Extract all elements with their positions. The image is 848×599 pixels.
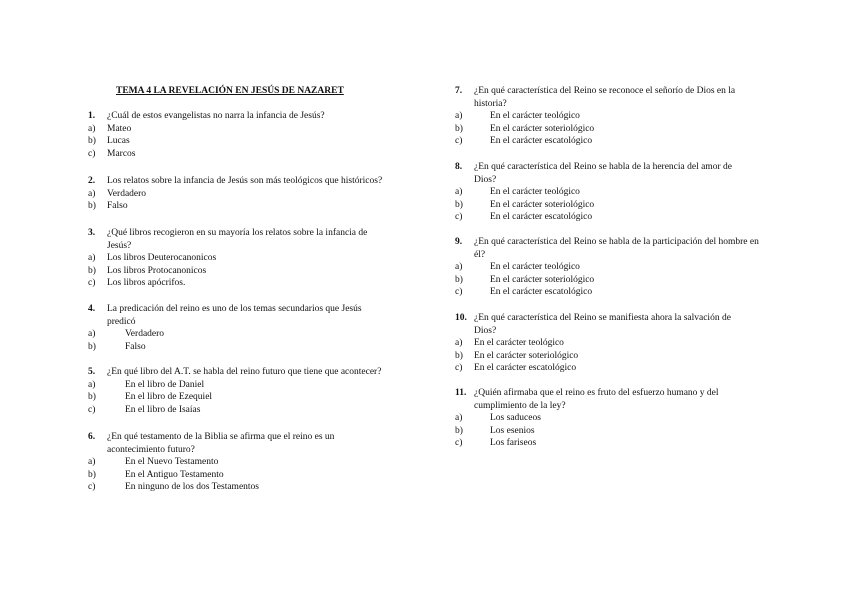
answer-option[interactable] bbox=[455, 437, 745, 450]
option-text: Verdadero bbox=[125, 329, 165, 340]
question-number-text: 2. bbox=[88, 176, 96, 186]
option-text: Los fariseos bbox=[490, 438, 537, 449]
answer-option[interactable] bbox=[88, 328, 373, 341]
answer-option[interactable] bbox=[455, 110, 755, 123]
question-number-text: 7. bbox=[455, 86, 463, 96]
question-stem bbox=[455, 161, 755, 186]
question-number-text: 9. bbox=[455, 237, 463, 247]
option-text: En el libro de Daniel bbox=[125, 379, 205, 390]
question-9 bbox=[455, 236, 765, 299]
question-text: ¿Quién afirmaba que el reino es fruto del esfuerzo humano y del cumplimiento de la ley? bbox=[474, 388, 719, 411]
option-text: En el Nuevo Testamento bbox=[125, 457, 219, 468]
option-letter: c) bbox=[455, 136, 463, 147]
option-text: En el carácter soteriológico bbox=[474, 350, 579, 361]
answer-option[interactable] bbox=[88, 265, 373, 278]
question-number-text: 10. bbox=[455, 313, 467, 323]
question-stem bbox=[455, 312, 755, 337]
question-number-text: 8. bbox=[455, 162, 463, 172]
option-letter: c) bbox=[88, 148, 96, 159]
answer-option[interactable] bbox=[88, 277, 373, 290]
option-text: Los esenios bbox=[490, 425, 535, 436]
option-letter: a) bbox=[455, 413, 463, 424]
answer-option[interactable] bbox=[88, 481, 353, 494]
option-letter: a) bbox=[455, 111, 463, 122]
question-text: ¿En qué testamento de la Biblia se afirma que el reino es un acontecimiento futuro? bbox=[107, 432, 335, 455]
answer-option[interactable] bbox=[88, 456, 353, 469]
option-letter: b) bbox=[455, 425, 463, 436]
option-letter: b) bbox=[88, 201, 96, 212]
option-letter: c) bbox=[455, 212, 463, 223]
option-text: En el carácter soteriológico bbox=[490, 199, 595, 210]
answer-option[interactable] bbox=[88, 200, 398, 213]
option-text: Falso bbox=[107, 201, 128, 212]
question-number bbox=[455, 85, 474, 110]
question-stem bbox=[88, 227, 373, 252]
option-letter: a) bbox=[455, 338, 463, 349]
question-1 bbox=[88, 110, 378, 160]
option-text: Los saduceos bbox=[490, 413, 541, 424]
option-letter: b) bbox=[455, 274, 463, 285]
option-letter: c) bbox=[455, 287, 463, 298]
question-text: ¿En qué característica del Reino se habla de la herencia del amor de Dios? bbox=[474, 162, 732, 185]
option-text: Lucas bbox=[107, 136, 130, 147]
option-text: Marcos bbox=[107, 148, 136, 159]
answer-option[interactable] bbox=[455, 412, 745, 425]
question-number bbox=[455, 161, 474, 186]
option-letter: a) bbox=[88, 253, 96, 264]
answer-option[interactable] bbox=[88, 404, 398, 417]
question-stem bbox=[455, 85, 755, 110]
option-letter: a) bbox=[88, 457, 96, 468]
option-text: En el carácter escatológico bbox=[490, 136, 593, 147]
option-text: En el libro de Isaías bbox=[125, 404, 201, 415]
option-letter: a) bbox=[455, 262, 463, 273]
question-stem bbox=[88, 431, 353, 456]
question-number bbox=[455, 387, 474, 412]
option-text: En el Antiguo Testamento bbox=[125, 469, 224, 480]
question-number-text: 6. bbox=[88, 432, 96, 442]
question-number-text: 5. bbox=[88, 367, 96, 377]
answer-option[interactable] bbox=[455, 186, 755, 199]
option-letter: b) bbox=[88, 265, 96, 276]
question-number-text: 1. bbox=[88, 111, 96, 121]
answer-option[interactable] bbox=[455, 261, 765, 274]
question-number-text: 11. bbox=[455, 388, 467, 398]
answer-option[interactable] bbox=[455, 286, 765, 299]
answer-option[interactable] bbox=[455, 211, 755, 224]
question-11 bbox=[455, 387, 745, 450]
option-text: En el carácter teológico bbox=[490, 187, 580, 198]
option-text: En el carácter escatológico bbox=[474, 363, 577, 374]
option-letter: b) bbox=[455, 350, 463, 361]
question-number bbox=[88, 366, 107, 379]
option-text: Los libros Protocanonicos bbox=[107, 265, 207, 276]
question-7 bbox=[455, 85, 755, 148]
option-letter: a) bbox=[88, 188, 96, 199]
question-10 bbox=[455, 312, 755, 375]
option-text: Verdadero bbox=[107, 188, 147, 199]
question-8 bbox=[455, 161, 755, 224]
question-number bbox=[455, 236, 474, 261]
option-letter: c) bbox=[88, 482, 96, 493]
question-stem bbox=[88, 110, 378, 123]
option-letter: b) bbox=[455, 199, 463, 210]
option-letter: a) bbox=[88, 329, 96, 340]
question-text: ¿En qué característica del Reino se habla de la participación del hombre en él? bbox=[474, 237, 759, 260]
answer-option[interactable] bbox=[88, 341, 373, 354]
answer-option[interactable] bbox=[455, 274, 765, 287]
answer-option[interactable] bbox=[88, 188, 398, 201]
option-letter: b) bbox=[455, 123, 463, 134]
question-stem bbox=[88, 303, 373, 328]
question-number bbox=[88, 227, 107, 252]
answer-option[interactable] bbox=[88, 123, 378, 136]
question-number bbox=[88, 110, 107, 123]
option-text: En ninguno de los dos Testamentos bbox=[125, 482, 259, 493]
option-text: En el carácter escatológico bbox=[490, 212, 593, 223]
option-text: En el carácter teológico bbox=[490, 111, 580, 122]
option-letter: a) bbox=[88, 379, 96, 390]
option-letter: c) bbox=[455, 363, 463, 374]
question-6 bbox=[88, 431, 353, 494]
question-text: ¿Qué libros recogieron en su mayoría los relatos sobre la infancia de Jesús? bbox=[107, 228, 368, 251]
answer-option[interactable] bbox=[88, 148, 378, 161]
question-text: ¿En qué característica del Reino se reconoce el señorío de Dios en la historia? bbox=[474, 86, 736, 109]
option-text: En el carácter teológico bbox=[474, 338, 564, 349]
question-number bbox=[88, 431, 107, 456]
question-stem bbox=[88, 175, 398, 188]
option-letter: b) bbox=[88, 341, 96, 352]
option-text: En el carácter escatológico bbox=[490, 287, 593, 298]
option-letter: b) bbox=[88, 136, 96, 147]
question-number-text: 3. bbox=[88, 228, 96, 238]
document-title: TEMA 4 LA REVELACIÓN EN JESÚS DE NAZARET bbox=[116, 86, 344, 96]
option-text: En el carácter teológico bbox=[490, 262, 580, 273]
option-letter: b) bbox=[88, 392, 96, 403]
question-number bbox=[88, 303, 107, 328]
option-text: Mateo bbox=[107, 123, 132, 134]
question-text: ¿Cuál de estos evangelistas no narra la infancia de Jesús? bbox=[107, 111, 325, 121]
question-text: Los relatos sobre la infancia de Jesús son más teológicos que históricos? bbox=[107, 176, 383, 186]
question-stem bbox=[455, 387, 745, 412]
question-text: ¿En qué libro del A.T. se habla del reino futuro que tiene que acontecer? bbox=[107, 367, 382, 377]
answer-option[interactable] bbox=[88, 135, 378, 148]
option-text: En el libro de Ezequiel bbox=[125, 392, 213, 403]
question-number bbox=[88, 175, 107, 188]
option-letter: c) bbox=[88, 404, 96, 415]
question-4 bbox=[88, 303, 373, 353]
question-number-text: 4. bbox=[88, 304, 96, 314]
option-letter: b) bbox=[88, 469, 96, 480]
option-text: En el carácter soteriológico bbox=[490, 274, 595, 285]
answer-option[interactable] bbox=[455, 123, 755, 136]
option-text: Los libros Deuterocanonicos bbox=[107, 253, 217, 264]
question-text: La predicación del reino es uno de los temas secundarios que Jesús predicó bbox=[107, 304, 362, 327]
question-number bbox=[455, 312, 474, 337]
option-text: Los libros apócrifos. bbox=[107, 278, 186, 289]
question-3 bbox=[88, 227, 373, 290]
answer-option[interactable] bbox=[455, 199, 755, 212]
answer-option[interactable] bbox=[455, 425, 745, 438]
option-letter: c) bbox=[455, 438, 463, 449]
answer-option[interactable] bbox=[455, 135, 755, 148]
option-text: En el carácter soteriológico bbox=[490, 123, 595, 134]
option-letter: a) bbox=[455, 187, 463, 198]
option-text: Falso bbox=[125, 341, 146, 352]
option-letter: c) bbox=[88, 278, 96, 289]
answer-option[interactable] bbox=[88, 391, 398, 404]
answer-option[interactable] bbox=[455, 362, 755, 375]
answer-option[interactable] bbox=[88, 252, 373, 265]
answer-option[interactable] bbox=[88, 379, 398, 392]
question-stem bbox=[88, 366, 398, 379]
question-2 bbox=[88, 175, 398, 213]
option-letter: a) bbox=[88, 123, 96, 134]
answer-option[interactable] bbox=[88, 469, 353, 482]
question-text: ¿En qué característica del Reino se manifiesta ahora la salvación de Dios? bbox=[474, 313, 731, 336]
answer-option[interactable] bbox=[455, 337, 755, 350]
question-5 bbox=[88, 366, 398, 416]
answer-option[interactable] bbox=[455, 350, 755, 363]
question-stem bbox=[455, 236, 765, 261]
